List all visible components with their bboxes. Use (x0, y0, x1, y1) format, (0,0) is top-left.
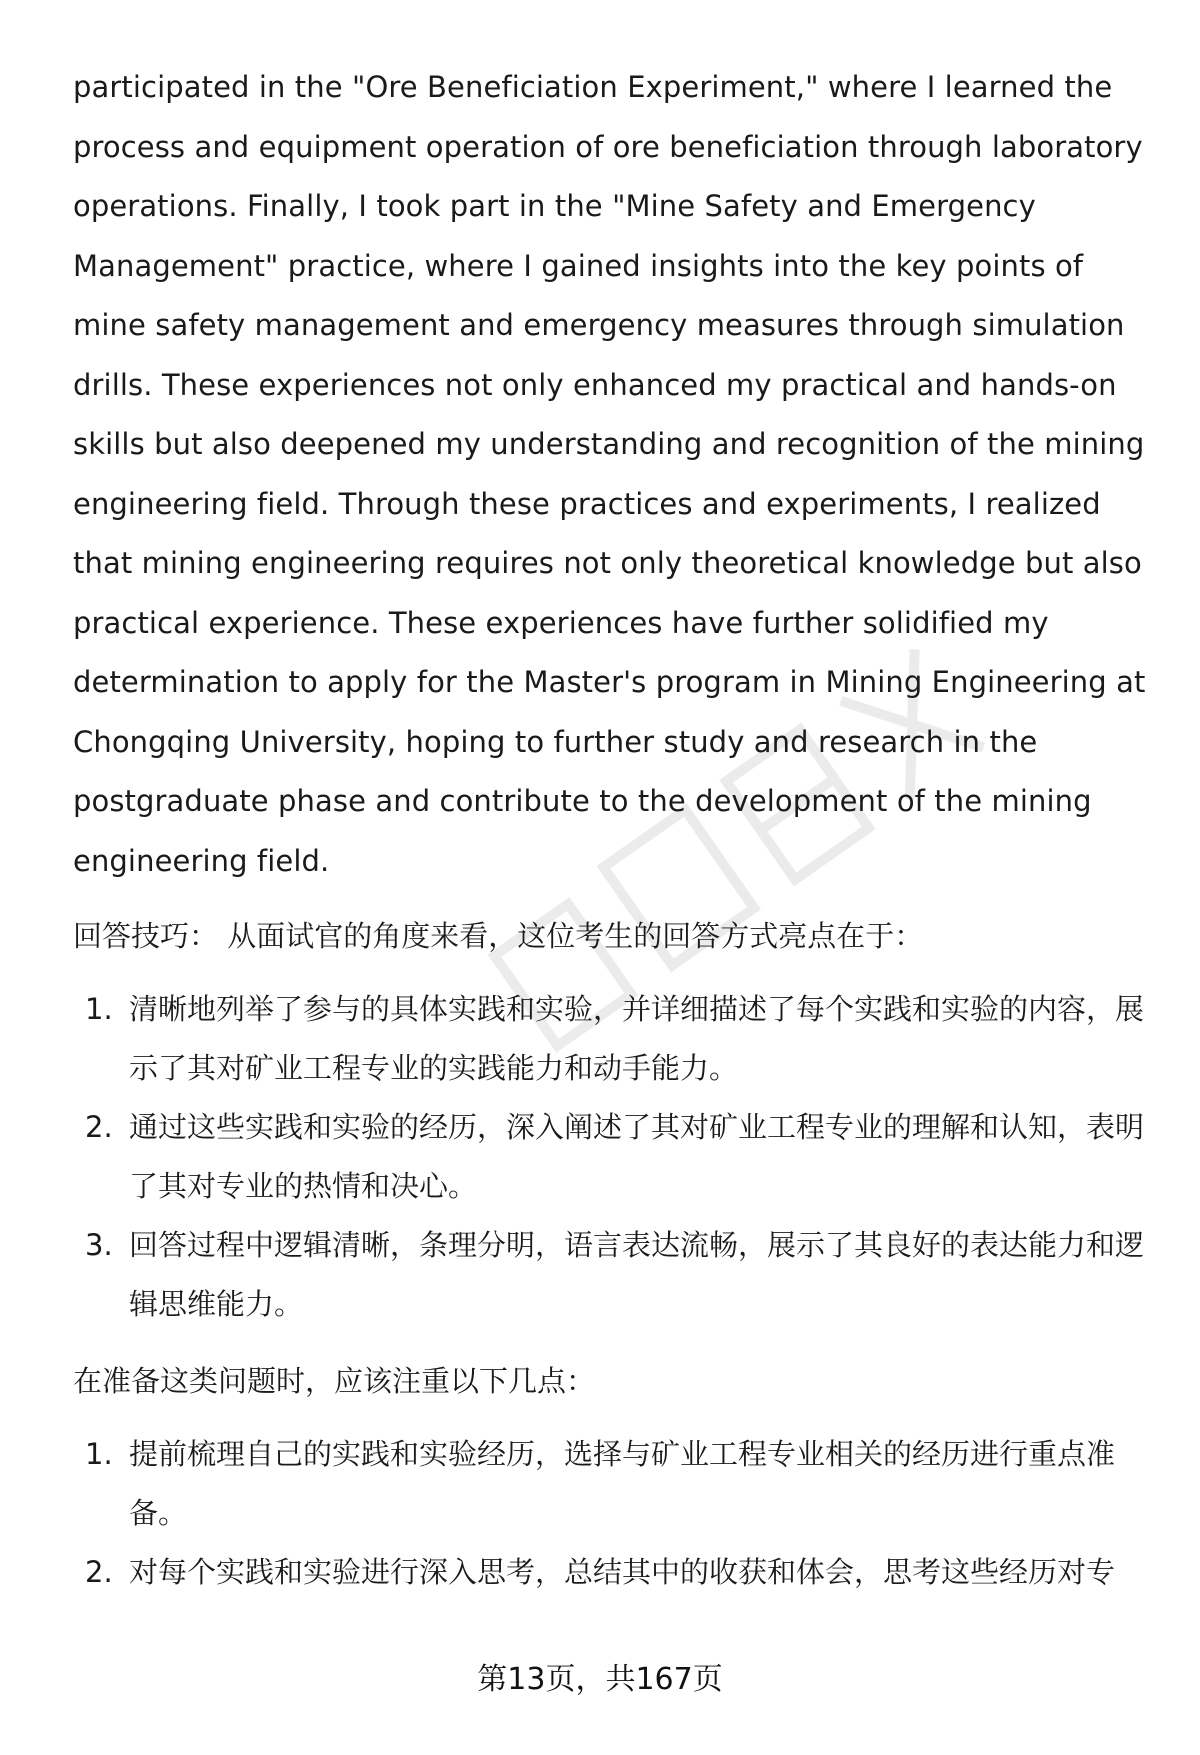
list-number: 2. (85, 1110, 113, 1144)
list-number: 1. (85, 1437, 113, 1471)
list-item-text: 对每个实践和实验进行深入思考，总结其中的收获和体会，思考这些经历对专 (129, 1555, 1116, 1589)
list-item-text: 通过这些实践和实验的经历，深入阐述了其对矿业工程专业的理解和认知，表明了其对专业的热情和决心。 (129, 1110, 1145, 1203)
list-item (73, 1543, 1148, 1602)
page-footer: 第13页，共167页 (477, 1662, 723, 1697)
prep-list (73, 1425, 1148, 1602)
list-item (73, 980, 1148, 1098)
list-item (73, 1216, 1148, 1334)
tips-list (73, 980, 1148, 1334)
list-number: 1. (85, 992, 113, 1026)
document-page (73, 58, 1148, 1602)
list-item (73, 1425, 1148, 1543)
list-number: 3. (85, 1228, 113, 1262)
list-number: 2. (85, 1555, 113, 1589)
list-item-text: 回答过程中逻辑清晰，条理分明，语言表达流畅，展示了其良好的表达能力和逻辑思维能力。 (129, 1228, 1145, 1321)
list-item (73, 1098, 1148, 1216)
list-item-text: 提前梳理自己的实践和实验经历，选择与矿业工程专业相关的经历进行重点准备。 (129, 1437, 1116, 1530)
body-paragraph: participated in the "Ore Beneficiation Experiment," where I learned the process and equipment operation of ore beneficiation through laboratory operations. Finally, I took part in the "Mine Safety and Emergency Management" practice, where I gained insights into the key points of mine safety management and emergency measures through simulation drills. These experiences not only enhanced my practical and hands-on skills but also deepened my understanding and recognition of the mining engineering field. Through these practices and experiments, I realized that mining engineering requires not only theoretical knowledge but also practical experience. These experiences have further solidified my determination to apply for the Master's program in Mining Engineering at Chongqing University, hoping to further study and research in the postgraduate phase and contribute to the development of the mining engineering field. (73, 70, 1146, 878)
list-item-text: 清晰地列举了参与的具体实践和实验，并详细描述了每个实践和实验的内容，展示了其对矿业工程专业的实践能力和动手能力。 (129, 992, 1145, 1085)
tips-label: 回答技巧： 从面试官的角度来看，这位考生的回答方式亮点在于： (73, 919, 924, 953)
prep-label: 在准备这类问题时，应该注重以下几点： (73, 1364, 596, 1398)
